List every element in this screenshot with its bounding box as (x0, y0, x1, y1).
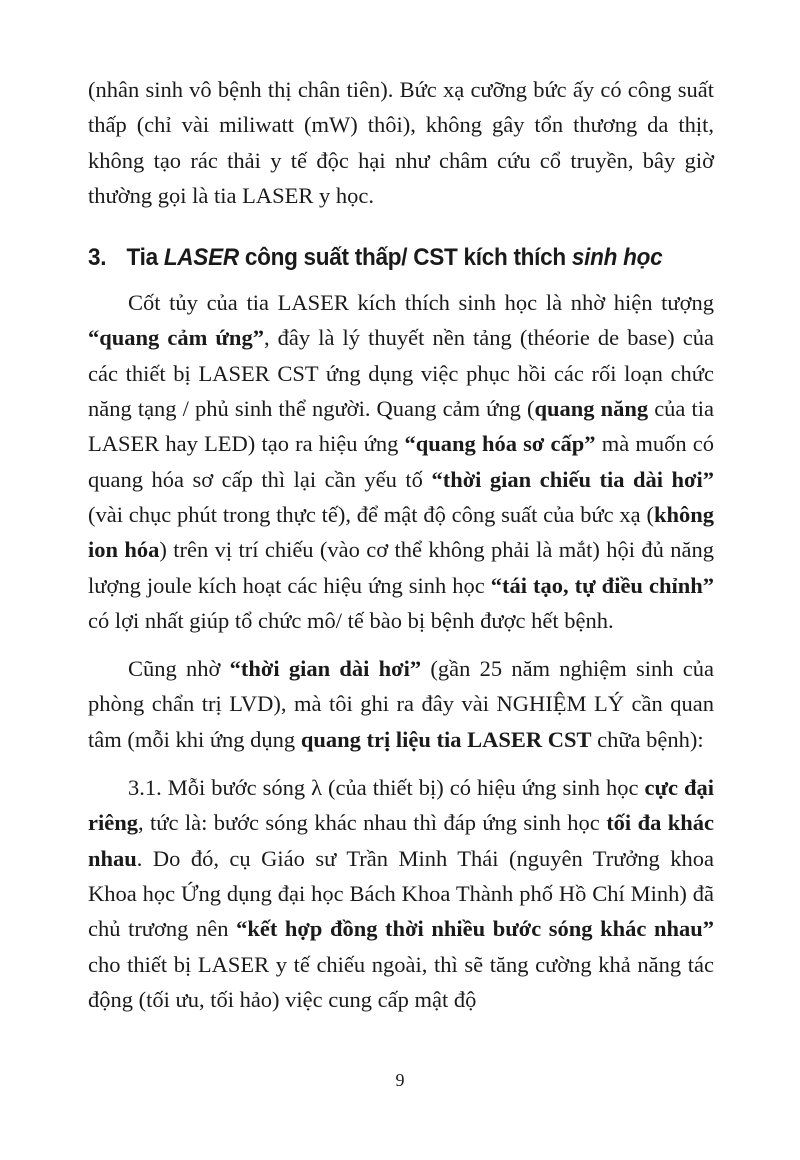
bold-term: tối đa khác nhau (88, 810, 714, 871)
bold-term: “tái tạo, tự điều chỉnh” (490, 572, 714, 598)
page-number: 9 (395, 1070, 405, 1090)
bold-term: không ion hóa (88, 501, 714, 563)
paragraph-quang-cam-ung (88, 285, 714, 638)
bold-term: “thời gian dài hơi” (229, 656, 422, 682)
bold-term: “quang hóa sơ cấp” (404, 431, 596, 457)
section-heading (88, 241, 664, 275)
bold-term: cực đại riêng (88, 775, 714, 836)
text-run: (vài chục phút trong thực tế), để mật độ công suất của bức xạ ( (88, 501, 654, 527)
paragraph-3-1 (88, 770, 714, 1017)
bold-term: “thời gian chiếu tia dài hơi” (431, 466, 714, 492)
text-run: 3.1. Mỗi bước sóng λ (của thiết bị) có hiệu ứng sinh học (128, 775, 645, 801)
heading-emphasis: sinh học (571, 244, 663, 272)
text-run: (nhân sinh vô bệnh thị chân tiên). Bức xạ cưỡng bức ấy có công suất thấp (chỉ vài miliwatt (mW) thôi), không gây tổn thương da thịt, không tạo rác thải y tế độc hại như châm cứu cổ truyền, bây giờ thường gọi là tia LASER y học. (88, 77, 714, 208)
heading-text: công suất thấp/ CST kích thích (238, 244, 572, 272)
text-run: . Do đó, cụ Giáo sư Trần Minh Thái (nguyên Trưởng khoa Khoa học Ứng dụng đại học Bách Khoa Thành phố Hồ Chí Minh) đã chủ trương nên (88, 845, 714, 942)
heading-emphasis: LASER (163, 244, 239, 272)
heading-text: Tia (126, 244, 164, 272)
text-run: , đây là lý thuyết nền tảng (théorie de base) của các thiết bị LASER CST ứng dụng việc phục hồi các rối loạn chức năng tạng / phủ sinh thể người. Quang cảm ứng ( (88, 325, 714, 422)
text-run: Cốt tủy của tia LASER kích thích sinh học là nhờ hiện tượng (128, 290, 714, 316)
text-run: chữa bệnh): (591, 726, 704, 752)
bold-term: “kết hợp đồng thời nhiều bước sóng khác nhau” (236, 916, 714, 942)
paragraph-thoi-gian (88, 651, 714, 757)
text-run: ) trên vị trí chiếu (vào cơ thể không phải là mắt) hội đủ năng lượng joule kích hoạt các hiệu ứng sinh học (88, 537, 715, 598)
text-run: mà muốn có quang hóa sơ cấp thì lại cần yếu tố (88, 431, 714, 492)
bold-term: quang trị liệu tia LASER CST (300, 726, 592, 752)
text-run: cho thiết bị LASER y tế chiếu ngoài, thì sẽ tăng cường khả năng tác động (tối ưu, tối hảo) việc cung cấp mật độ (88, 951, 714, 1012)
bold-term: “quang cảm ứng” (88, 325, 264, 351)
text-run: có lợi nhất giúp tổ chức mô/ tế bào bị bệnh được hết bệnh. (88, 607, 614, 633)
text-run: của tia LASER hay LED) tạo ra hiệu ứng (88, 396, 714, 457)
paragraph-intro (88, 72, 714, 213)
text-run: (gần 25 năm nghiệm sinh của phòng chẩn trị LVD), mà tôi ghi ra đây vài NGHIỆM LÝ cần quan tâm (mỗi khi ứng dụng (88, 656, 715, 752)
bold-term: quang năng (534, 396, 649, 422)
text-run: , tức là: bước sóng khác nhau thì đáp ứng sinh học (138, 810, 607, 836)
section-number: 3. (88, 244, 107, 272)
page-body (88, 72, 714, 1017)
text-run: Cũng nhờ (128, 656, 230, 682)
